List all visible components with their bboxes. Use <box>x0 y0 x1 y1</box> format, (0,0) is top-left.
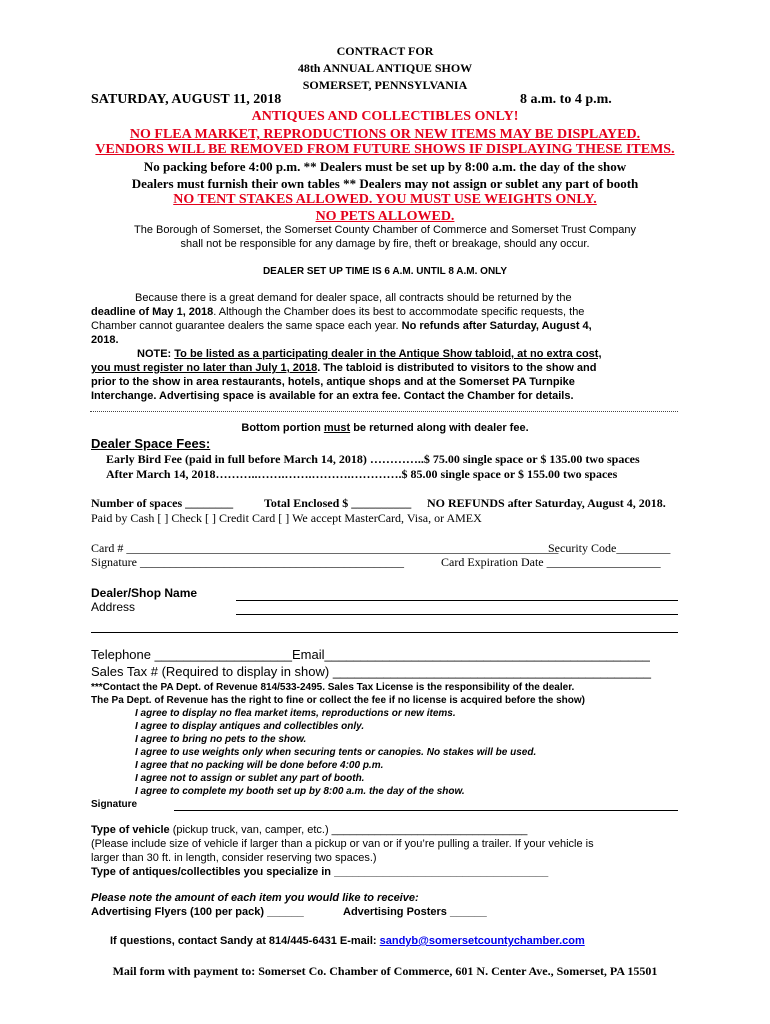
note-line-3: prior to the show in area restaurants, hotels, antique shops and at the Somerset PA Turnpike <box>91 376 575 388</box>
telephone-email-field[interactable]: Telephone ___________________Email_____________________________________________ <box>91 647 650 662</box>
liability-line-1: The Borough of Somerset, the Somerset County Chamber of Commerce and Somerset Trust Company <box>134 224 636 236</box>
signature-input[interactable] <box>174 810 678 811</box>
no-flea-market-notice: NO FLEA MARKET, REPRODUCTIONS OR NEW ITEMS MAY BE DISPLAYED. <box>129 127 641 142</box>
card-signature-field[interactable]: Signature ____________________________________________ <box>91 555 404 569</box>
card-number-field[interactable]: Card # ________________________________________________________________________ <box>91 541 559 555</box>
vendors-removed-notice: VENDORS WILL BE REMOVED FROM FUTURE SHOWS IF DISPLAYING THESE ITEMS. <box>95 142 675 157</box>
dealer-space-fees-title: Dealer Space Fees: <box>91 436 211 451</box>
intro-line-3 <box>91 320 592 332</box>
contract-title: CONTRACT FOR <box>336 44 434 58</box>
note-line-1 <box>137 348 602 360</box>
antiques-only-notice: ANTIQUES AND COLLECTIBLES ONLY! <box>251 109 519 124</box>
agreement-item: I agree to display no flea market items, reproductions or new items. <box>135 708 456 719</box>
card-expiration-field[interactable]: Card Expiration Date ___________________ <box>441 555 661 569</box>
dealer-shop-name-input[interactable] <box>236 600 678 601</box>
vehicle-note-line-2: larger than 30 ft. in length, consider reserving two spaces.) <box>91 852 377 864</box>
show-location: SOMERSET, PENNSYLVANIA <box>302 78 468 92</box>
number-of-spaces-field[interactable]: Number of spaces ________ <box>91 496 234 510</box>
agreement-item: I agree to complete my booth set up by 8:00 a.m. the day of the show. <box>135 786 465 797</box>
note-label: NOTE: <box>137 348 175 360</box>
mail-form-address: Mail form with payment to: Somerset Co. Chamber of Commerce, 601 N. Center Ave., Somerset, PA 15501 <box>112 964 658 978</box>
setup-time-notice: DEALER SET UP TIME IS 6 A.M. UNTIL 8 A.M. ONLY <box>262 266 508 277</box>
agreement-item: I agree to use weights only when securing tents or canopies. No stakes will be used. <box>135 747 537 758</box>
pa-revenue-contact: ***Contact the PA Dept. of Revenue 814/533-2495. Sales Tax License is the responsibility of the dealer. <box>91 682 575 693</box>
register-deadline-text: you must register no later than July 1, 2018 <box>91 362 318 374</box>
address-input-line-1[interactable] <box>236 614 678 615</box>
packing-rule: No packing before 4:00 p.m. ** Dealers must be set up by 8:00 a.m. the day of the show <box>143 159 627 174</box>
questions-contact-text: If questions, contact Sandy at 814/445-6431 E-mail: <box>110 935 380 947</box>
pa-revenue-right: The Pa Dept. of Revenue has the right to fine or collect the fee if no license is acquired before the show) <box>91 695 585 706</box>
after-march-fee: After March 14, 2018………..…….…….……….………….$ 85.00 single space or $ 155.00 two spaces <box>106 467 618 481</box>
agreement-item: I agree that no packing will be done before 4:00 p.m. <box>135 760 384 771</box>
vehicle-type-rest: (pickup truck, van, camper, etc.) ________________________________ <box>169 824 528 836</box>
security-code-field[interactable]: Security Code_________ <box>548 541 671 555</box>
intro-line-2 <box>91 306 584 318</box>
no-refunds-text: No refunds after Saturday, August 4, <box>401 320 592 332</box>
show-hours: 8 a.m. to 4 p.m. <box>520 92 612 107</box>
bottom-notice-a: Bottom portion <box>241 422 324 434</box>
total-enclosed-field[interactable]: Total Enclosed $ __________ <box>264 496 412 510</box>
sales-tax-field[interactable]: Sales Tax # (Required to display in show) ____________________________________________ <box>91 664 651 679</box>
intro-year: 2018. <box>91 334 119 346</box>
advertising-posters-field[interactable]: Advertising Posters ______ <box>343 906 487 918</box>
amount-note: Please note the amount of each item you would like to receive: <box>91 892 419 904</box>
show-date: SATURDAY, AUGUST 11, 2018 <box>91 92 282 107</box>
payment-method-options[interactable]: Paid by Cash [ ] Check [ ] Credit Card [ ] We accept MasterCard, Visa, or AMEX <box>91 511 482 525</box>
agreement-item: I agree to display antiques and collectibles only. <box>135 721 365 732</box>
questions-contact <box>110 935 585 947</box>
early-bird-fee: Early Bird Fee (paid in full before March 14, 2018) …………..$ 75.00 single space or $ 135.00 two spaces <box>106 452 640 466</box>
intro-line-3-text: Chamber cannot guarantee dealers the same space each year. <box>91 320 402 332</box>
agreement-item: I agree not to assign or sublet any part of booth. <box>135 773 365 784</box>
vehicle-type-label: Type of vehicle <box>91 824 170 836</box>
note-line-2-rest: . The tabloid is distributed to visitors to the show and <box>317 362 597 374</box>
address-input-line-2[interactable] <box>91 632 678 633</box>
bottom-notice-b: be returned along with dealer fee. <box>350 422 529 434</box>
agreement-item: I agree to bring no pets to the show. <box>135 734 307 745</box>
vehicle-type-field[interactable] <box>91 824 527 836</box>
signature-label: Signature <box>91 799 138 810</box>
note-line-4: Interchange. Advertising space is available for an extra fee. Contact the Chamber for details. <box>91 390 574 402</box>
liability-line-2: shall not be responsible for any damage by fire, theft or breakage, should any occur. <box>180 238 590 250</box>
antiques-specialty-field[interactable]: Type of antiques/collectibles you specialize in ___________________________________ <box>91 866 549 878</box>
no-pets-notice: NO PETS ALLOWED. <box>315 209 455 224</box>
note-line-2 <box>91 362 596 374</box>
address-label: Address <box>91 600 136 614</box>
advertising-flyers-field[interactable]: Advertising Flyers (100 per pack) ______ <box>91 906 304 918</box>
contact-email-link[interactable]: sandyb@somersetcountychamber.com <box>379 935 585 947</box>
intro-line-2-rest: . Although the Chamber does its best to accommodate specific requests, the <box>213 306 585 318</box>
no-refunds-notice: NO REFUNDS after Saturday, August 4, 2018. <box>427 496 666 510</box>
dealer-shop-name-label: Dealer/Shop Name <box>91 586 198 600</box>
bottom-portion-notice <box>0 422 770 434</box>
tables-rule: Dealers must furnish their own tables ** Dealers may not assign or sublet any part of booth <box>131 176 639 191</box>
bottom-notice-must: must <box>323 422 351 434</box>
vehicle-note-line-1: (Please include size of vehicle if larger than a pickup or van or if you’re pulling a trailer. If your vehicle is <box>91 838 594 850</box>
intro-line-1: Because there is a great demand for dealer space, all contracts should be returned by the <box>135 292 572 304</box>
no-tent-stakes-notice: NO TENT STAKES ALLOWED. YOU MUST USE WEIGHTS ONLY. <box>173 192 597 207</box>
note-tabloid-text: To be listed as a participating dealer in the Antique Show tabloid, at no extra cost, <box>174 348 602 360</box>
show-title: 48th ANNUAL ANTIQUE SHOW <box>297 61 473 75</box>
tear-off-divider <box>90 411 678 412</box>
deadline-text: deadline of May 1, 2018 <box>91 306 214 318</box>
